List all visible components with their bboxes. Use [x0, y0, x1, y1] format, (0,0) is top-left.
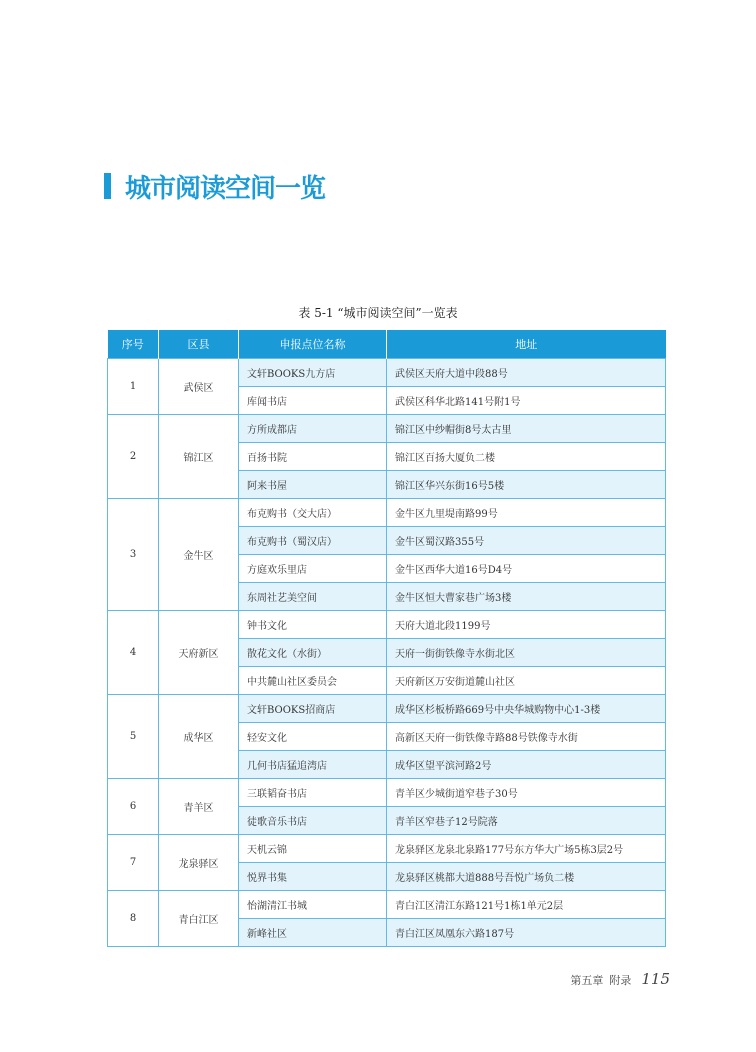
- table-row: [108, 611, 666, 639]
- cell-site-name: 三联韬奋书店: [239, 779, 387, 807]
- cell-address: 金牛区西华大道16号D4号: [387, 555, 666, 583]
- page-footer: [570, 970, 670, 988]
- cell-address: 成华区望平滨河路2号: [387, 751, 666, 779]
- cell-site-name: 轻安文化: [239, 723, 387, 751]
- cell-site-name: 天机云锦: [239, 835, 387, 863]
- cell-site-name: 方庭欢乐里店: [239, 555, 387, 583]
- cell-site-name: 方所成都店: [239, 415, 387, 443]
- cell-site-name: 东周社艺美空间: [239, 583, 387, 611]
- table-row: [108, 779, 666, 807]
- header-address: 地址: [387, 330, 666, 359]
- cell-address: 高新区天府一街铁像寺路88号铁像寺水街: [387, 723, 666, 751]
- cell-site-name: 散花文化（水街）: [239, 639, 387, 667]
- cell-address: 武侯区天府大道中段88号: [387, 359, 666, 387]
- table-row: [108, 499, 666, 527]
- cell-district: 天府新区: [159, 611, 239, 695]
- cell-district: 成华区: [159, 695, 239, 779]
- cell-address: 龙泉驿区桃都大道888号吾悦广场负二楼: [387, 863, 666, 891]
- cell-district: 青羊区: [159, 779, 239, 835]
- cell-address: 金牛区九里堤南路99号: [387, 499, 666, 527]
- cell-address: 天府一街街铁像寺水街北区: [387, 639, 666, 667]
- reading-space-table: [107, 330, 666, 947]
- cell-no: 7: [108, 835, 159, 891]
- cell-site-name: 文轩BOOKS九方店: [239, 359, 387, 387]
- cell-address: 锦江区华兴东街16号5楼: [387, 471, 666, 499]
- header-site-name: 申报点位名称: [239, 330, 387, 359]
- table-body: [108, 359, 666, 947]
- cell-district: 青白江区: [159, 891, 239, 947]
- cell-address: 金牛区蜀汉路355号: [387, 527, 666, 555]
- cell-address: 青白江区凤凰东六路187号: [387, 919, 666, 947]
- cell-site-name: 文轩BOOKS招商店: [239, 695, 387, 723]
- page-number: 115: [641, 970, 670, 988]
- cell-site-name: 中共麓山社区委员会: [239, 667, 387, 695]
- cell-address: 龙泉驿区龙泉北泉路177号东方华大广场5栋3层2号: [387, 835, 666, 863]
- cell-no: 4: [108, 611, 159, 695]
- cell-address: 青羊区窄巷子12号院落: [387, 807, 666, 835]
- cell-address: 天府新区万安街道麓山社区: [387, 667, 666, 695]
- cell-site-name: 徒歌音乐书店: [239, 807, 387, 835]
- cell-no: 3: [108, 499, 159, 611]
- page-title: 城市阅读空间一览: [125, 173, 326, 204]
- table-row: [108, 415, 666, 443]
- table-row: [108, 695, 666, 723]
- cell-site-name: 新峰社区: [239, 919, 387, 947]
- table-row: [108, 835, 666, 863]
- cell-address: 成华区杉板桥路669号中央华城购物中心1-3楼: [387, 695, 666, 723]
- table-row: [108, 891, 666, 919]
- cell-district: 金牛区: [159, 499, 239, 611]
- cell-district: 锦江区: [159, 415, 239, 499]
- heading-accent-bar: [104, 173, 111, 199]
- cell-address: 武侯区科华北路141号附1号: [387, 387, 666, 415]
- section-heading: [104, 171, 326, 204]
- cell-site-name: 布克购书（蜀汉店）: [239, 527, 387, 555]
- cell-address: 天府大道北段1199号: [387, 611, 666, 639]
- cell-no: 1: [108, 359, 159, 415]
- footer-chapter: 第五章: [570, 974, 604, 987]
- cell-address: 锦江区中纱帽街8号太古里: [387, 415, 666, 443]
- footer-section: 附录: [609, 974, 632, 987]
- cell-site-name: 几何书店猛追湾店: [239, 751, 387, 779]
- cell-no: 8: [108, 891, 159, 947]
- cell-address: 青羊区少城街道窄巷子30号: [387, 779, 666, 807]
- table-header-row: [108, 330, 666, 359]
- table-caption: 表 5-1 “城市阅读空间”一览表: [298, 306, 458, 320]
- cell-address: 锦江区百扬大厦负二楼: [387, 443, 666, 471]
- cell-site-name: 阿来书屋: [239, 471, 387, 499]
- cell-site-name: 库闻书店: [239, 387, 387, 415]
- cell-address: 金牛区恒大曹家巷广场3楼: [387, 583, 666, 611]
- cell-site-name: 钟书文化: [239, 611, 387, 639]
- cell-no: 5: [108, 695, 159, 779]
- header-no: 序号: [108, 330, 159, 359]
- cell-site-name: 怡湖清江书城: [239, 891, 387, 919]
- cell-address: 青白江区清江东路121号1栋1单元2层: [387, 891, 666, 919]
- table-row: [108, 359, 666, 387]
- cell-district: 武侯区: [159, 359, 239, 415]
- cell-site-name: 悦界书集: [239, 863, 387, 891]
- cell-no: 2: [108, 415, 159, 499]
- cell-site-name: 百扬书院: [239, 443, 387, 471]
- cell-site-name: 布克购书（交大店）: [239, 499, 387, 527]
- header-district: 区县: [159, 330, 239, 359]
- cell-district: 龙泉驿区: [159, 835, 239, 891]
- cell-no: 6: [108, 779, 159, 835]
